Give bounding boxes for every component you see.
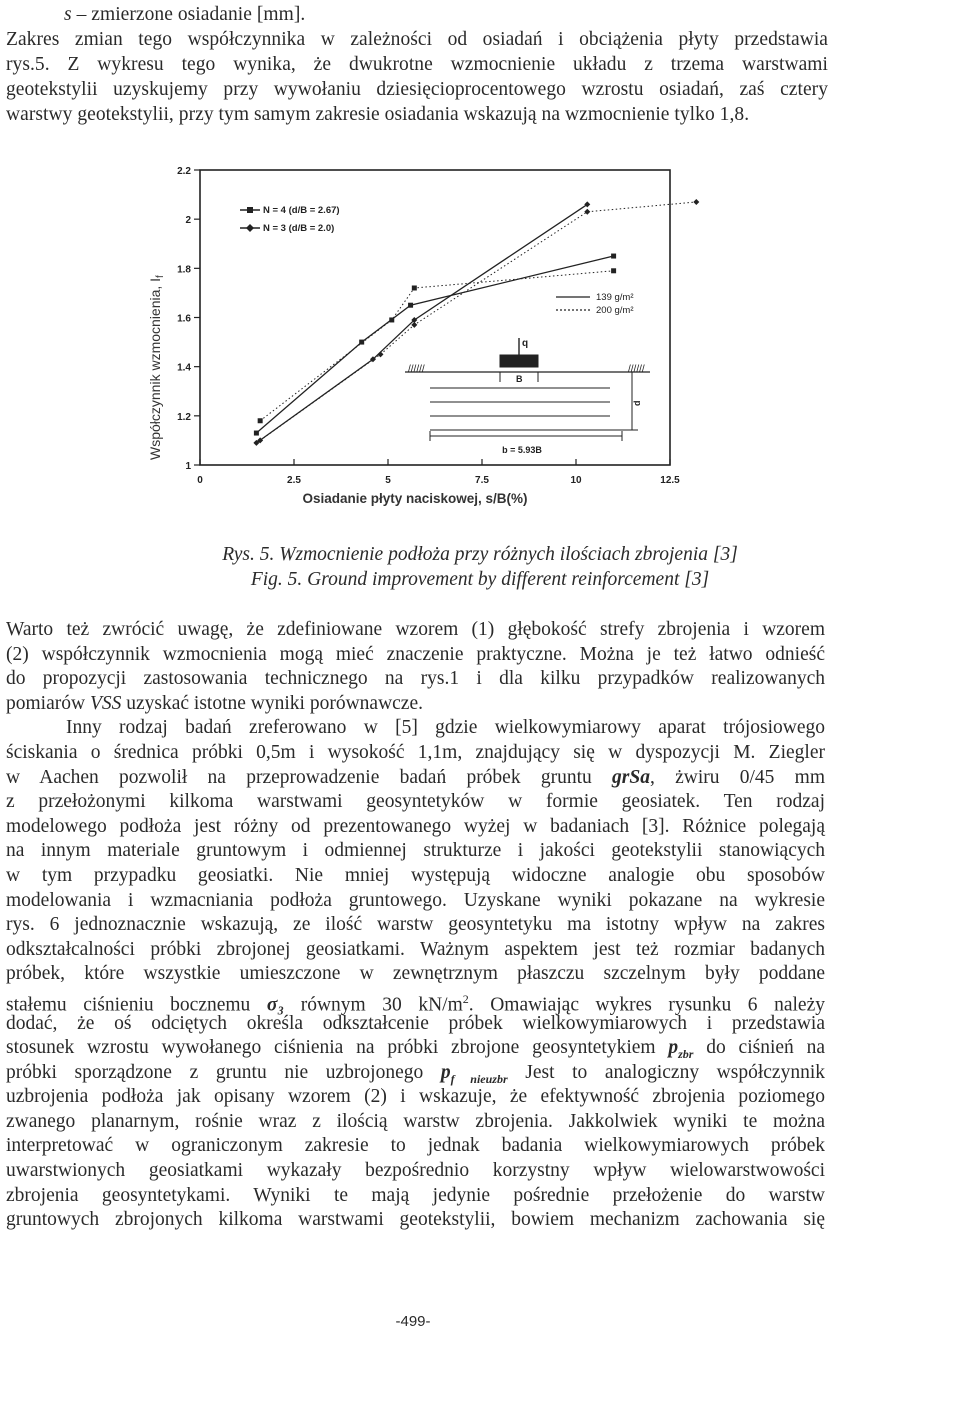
body-line: stosunek wzrostu wywołanego ciśnienia na próbki zbrojone geosyntetykiem $p_{zbr}$ do ciśnień na bbox=[6, 1037, 825, 1061]
x-axis-label: Osiadanie płyty naciskowej, s/B(%) bbox=[302, 491, 528, 506]
x-tick-label: 12.5 bbox=[660, 475, 680, 486]
legend-139: 139 g/m² bbox=[596, 292, 634, 303]
y-tick-label: 1 bbox=[185, 461, 191, 472]
page-number: -499- bbox=[395, 1313, 431, 1330]
text-line: geotekstylii uzyskujemy przy wywołaniu dziesięcioprocentowego wzrostu osiadań, zaś cztery bbox=[6, 79, 828, 100]
series-point-2 bbox=[611, 268, 616, 273]
body-line: stałemu ciśnieniu bocznemu σ₃ równym 30 $kN/m^2$. Omawiając wykres rysunku 6 należy bbox=[6, 991, 825, 1016]
def-rest: – zmierzone osiadanie [mm]. bbox=[71, 4, 306, 25]
body-line: w tym przypadku geosiatki. Nie mniej występują widoczne analogie obu sposobów bbox=[6, 864, 825, 886]
y-tick-label: 1.2 bbox=[177, 411, 191, 423]
body-line: zwanego planarnym, rośnie wraz z ilością warstw zbrojenia. Jakkolwiek wyniki te można bbox=[6, 1110, 825, 1132]
x-axis-ticks bbox=[197, 459, 680, 486]
caption-en: Fig. 5. Ground improvement by different reinforcement [3] bbox=[250, 569, 710, 590]
body-line: uzbrojenia podłoża jak opisany wzorem (2) i wskazuje, że efektywność zbrojenia poziomego bbox=[6, 1086, 825, 1108]
series-point-2 bbox=[258, 418, 263, 423]
y-tick-label: 2.2 bbox=[177, 166, 191, 177]
body-line: (2) współczynnik wzmocnienia mogą mieć znaczenie praktyczne. Można je też łatwo odnieść bbox=[6, 643, 825, 665]
body-line: Warto też zwrócić uwagę, że zdefiniowane wzorem (1) głębokość strefy zbrojenia i wzorem bbox=[6, 619, 825, 640]
y-tick-label: 2 bbox=[185, 215, 191, 227]
svg-text://////: ////// bbox=[408, 364, 425, 375]
body-line: do propozycji zastosowania technicznego na rys.1 i dla kilku przypadków realizowanych bbox=[6, 668, 825, 690]
x-tick-label: 10 bbox=[570, 475, 582, 486]
series-point-2 bbox=[412, 286, 417, 291]
legend-n4: N = 4 (d/B = 2.67) bbox=[263, 205, 340, 216]
series-line-3 bbox=[260, 202, 696, 440]
body-line: w Aachen pozwolił na przeprowadzenie badań próbek gruntu grSa, żwiru 0/45 mm bbox=[6, 766, 825, 788]
body-line: pomiarów VSS uzyskać istotne wyniki porównawcze. bbox=[6, 692, 423, 714]
caption-pl: Rys. 5. Wzmocnienie podłoża przy różnych ilościach zbrojenia [3] bbox=[222, 544, 738, 565]
body-line: dodać, że oś odciętych określa odkształcenie próbek wielkowymiarowych i przedstawia bbox=[6, 1012, 825, 1034]
x-tick-label: 2.5 bbox=[287, 475, 301, 486]
body-line: odkształcalności próbki zbrojonej geosiatkami. Ważnym aspektem jest też rozmiar badanych bbox=[6, 938, 825, 960]
body-line: modelowego podłoża jest różny od prezentowanego wyżej w badaniach [3]. Różnice polegają bbox=[6, 815, 825, 837]
legend-200: 200 g/m² bbox=[596, 305, 634, 316]
series-point-0 bbox=[359, 340, 364, 345]
inset-q-label: q bbox=[522, 338, 529, 349]
legend-load bbox=[556, 292, 634, 316]
text-line: rys.5. Z wykresu tego wynika, że dwukrotne wzmocnienie układu z trzema warstwami bbox=[6, 54, 828, 75]
inset-b-width-label: b = 5.93B bbox=[502, 445, 542, 455]
body-line: rys. 6 jednoznacznie wskazują, ze ilość warstw geosyntetyku ma istotny wpływ na zakres bbox=[6, 914, 825, 936]
series-point-0 bbox=[254, 431, 259, 436]
inset-d-label: d bbox=[632, 400, 642, 406]
figure-chart bbox=[140, 160, 700, 520]
body-line: uwarstwionych geosiatkami wykazały bezpośrednio korzystny wpływ wielowarstwowości bbox=[6, 1160, 825, 1182]
body-line: interpretować w ograniczonym zakresie to jednak badania wielkowymiarowych próbek bbox=[6, 1135, 825, 1157]
svg-text://////: ////// bbox=[628, 364, 645, 375]
body-line: na innym materiale gruntowym i odmiennej strukturze i jakości geotekstylii stanowiących bbox=[6, 840, 825, 862]
series-point-3 bbox=[584, 209, 590, 215]
body-line: zbrojenia geosyntetykami. Wyniki te mają jedynie pośrednie przełożenie do warstw bbox=[6, 1184, 825, 1206]
series-line-2 bbox=[260, 271, 613, 421]
body-line: ściskania o średnica próbki 0,5m i wysokość 1,1m, znajdujący się w dyspozycji M. Ziegler bbox=[6, 741, 825, 763]
series-point-0 bbox=[611, 254, 616, 259]
y-tick-label: 1.6 bbox=[177, 313, 191, 325]
body-line: z przełożonymi kilkoma warstwami geosyntetyków w formie geosiatek. Ten rodzaj bbox=[6, 791, 825, 813]
inset-b-label: B bbox=[516, 374, 523, 384]
series-point-3 bbox=[693, 199, 699, 205]
legend-series bbox=[240, 205, 340, 234]
x-tick-label: 7.5 bbox=[475, 475, 489, 486]
body-line: gruntowych zbrojonych kilkoma warstwami geotekstylii, bowiem mechanizm zachowania się bbox=[6, 1209, 825, 1231]
body-line: próbek, które wszystkie umieszczone w zewnętrznym płaszczu szczelnym były poddane bbox=[6, 963, 825, 985]
y-tick-label: 1.8 bbox=[177, 264, 191, 276]
x-tick-label: 0 bbox=[197, 475, 203, 486]
body-line: Inny rodzaj badań zreferowano w [5] gdzie wielkowymiarowy aparat trójosiowego bbox=[66, 717, 825, 739]
inset-schematic bbox=[405, 338, 650, 455]
top-paragraph bbox=[6, 2, 828, 127]
y-axis-label: Współczynnik wzmocnienia, $I_f$ bbox=[147, 275, 166, 460]
text-line: warstwy geotekstylii, przy tym samym zakresie osiadania wskazują na wzmocnienie tylko 1,8. bbox=[6, 104, 750, 125]
y-axis-ticks bbox=[177, 166, 200, 472]
body-line: próbki sporządzone z gruntu nie uzbrojonego $p_{f nieuzbr}$ Jest to analogiczny współczynnik bbox=[6, 1061, 825, 1086]
y-tick-label: 1.4 bbox=[177, 362, 191, 374]
body-line: modelowania i wzmacniania podłoża gruntowego. Uzyskane wyniki pokazane na wykresie bbox=[6, 889, 825, 911]
legend-n3: N = 3 (d/B = 2.0) bbox=[263, 223, 335, 234]
x-tick-label: 5 bbox=[385, 475, 391, 486]
series-point-0 bbox=[408, 303, 413, 308]
body-text bbox=[6, 618, 825, 1233]
load-plate bbox=[500, 355, 538, 367]
definition-line: s – zmierzone osiadanie [mm]. bbox=[64, 4, 306, 25]
text-line: Zakres zmian tego współczynnika w zależności od osiadań i obciążenia płyty przedstawia bbox=[6, 29, 828, 50]
series-point-2 bbox=[389, 317, 394, 322]
series-line-0 bbox=[256, 256, 613, 433]
